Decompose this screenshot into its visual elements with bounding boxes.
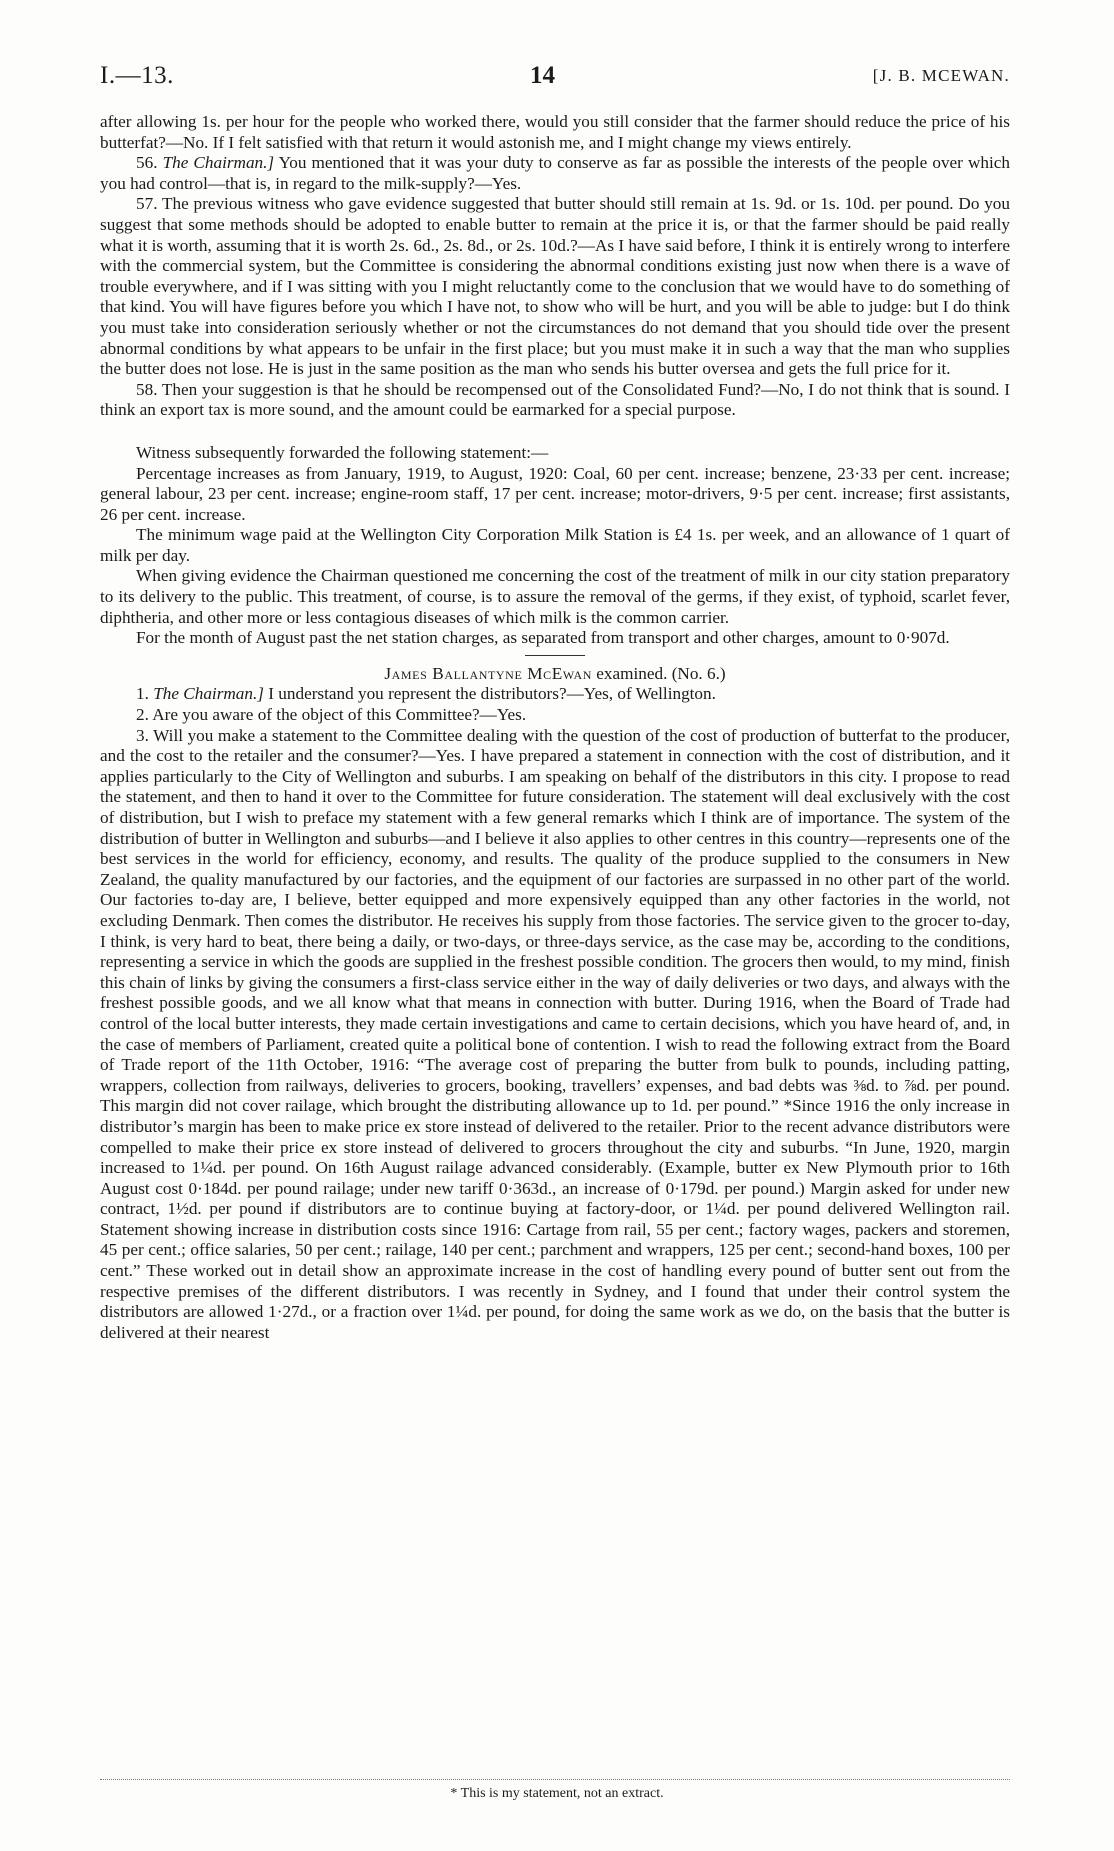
paper-reference: I.—13.: [100, 62, 174, 89]
question-58: 58. Then your suggestion is that he should be recompensed out of the Consolidated Fund?—No, I do not think that is sound. I think an export tax is more sound, and the amount could be earmarked for a special purpose.: [100, 379, 1010, 420]
footnote: * This is my statement, not an extract.: [450, 1786, 664, 1801]
page-number: 14: [530, 62, 555, 89]
section-divider: [525, 655, 585, 656]
speaker: The Chairman.]: [162, 153, 275, 173]
continued-answer: after allowing 1s. per hour for the people who worked there, would you still consider that the farmer should reduce the price of his butterfat?—No. If I felt satisfied with that return it would astonish me, and I might change my views entirely.: [100, 112, 1010, 152]
question-number: 1.: [136, 684, 149, 704]
question-2: 2. Are you aware of the object of this Committee?—Yes.: [136, 705, 527, 725]
page-header: [100, 62, 1010, 92]
statement-station-charges: For the month of August past the net station charges, as separated from transport and other charges, amount to 0·907d.: [136, 628, 950, 648]
page-body: [100, 112, 1010, 1343]
statement-percentages: Percentage increases as from January, 1919, to August, 1920: Coal, 60 per cent. increase; benzene, 23·33 per cent. increase; general labour, 23 per cent. increase; engine-room staff, 17 per cent. increase; motor-drivers, 9·5 per cent. increase; first assistants, 26 per cent. increase.: [100, 463, 1010, 524]
witness-running-head: [J. B. MCEWAN.: [872, 66, 1010, 85]
question-text: You mentioned that it was your duty to conserve as far as possible the interests of the people over which you had control—that is, in regard to the milk-supply?—Yes.: [100, 153, 1010, 193]
question-text: I understand you represent the distributors?—Yes, of Wellington.: [268, 684, 716, 704]
question-3: 3. Will you make a statement to the Committee dealing with the question of the cost of production of butterfat to the producer, and the cost to the retailer and the consumer?—Yes. I have prepared a statement in connection with the cost of distribution, and it applies particularly to the City of Wellington and suburbs. I am speaking on behalf of the distributors in this city. I propose to read the statement, and then to hand it over to the Committee for future consideration. The statement will deal exclusively with the cost of distribution, but I wish to preface my statement with a few general remarks which I think are of importance. The system of the distribution of butter in Wellington and suburbs—and I believe it also applies to other centres in this country—represents one of the best services in the world for efficiency, economy, and results. The quality of the produce supplied to the consumers in New Zealand, the quality manufactured by our factories, and the equipment of our factories are surpassed in no other part of the world. Our factories to-day are, I believe, better equipped and more expensively equipped than any other factories in the world, not excluding Denmark. Then comes the distributor. He receives his supply from those factories. The service given to the grocer to-day, I think, is very hard to beat, there being a daily, or two-days, or three-days service, as the case may be, according to the conditions, representing a service in which the goods are supplied in the freshest possible condition. The grocers then would, to my mind, finish this chain of links by giving the consumers a first-class service either in the way of daily deliveries or two days, and always with the freshest possible goods, and we all know what that means in connection with butter. During 1916, when the Board of Trade had control of the local butter interests, they made certain investigations and came to certain decisions, which you have heard of, and, in the case of members of Parliament, created quite a political bone of contention. I wish to read the following extract from the Board of Trade report of the 11th October, 1916: “The average cost of preparing the butter from bulk to pounds, including patting, wrappers, collection from railways, deliveries to grocers, booking, travellers’ expenses, and bad debts was ⅜d. to ⅞d. per pound. This margin did not cover railage, which brought the distributing allowance up to 1d. per pound.” *Since 1916 the only increase in distributor’s margin has been to make price ex store instead of delivered to the retailer. Prior to the recent advance distributors were compelled to make their price ex store instead of delivered to grocers throughout the city and suburbs. “In June, 1920, margin increased to 1¼d. per pound. On 16th August railage advanced considerably. (Example, butter ex New Plymouth prior to 16th August cost 0·184d. per pound railage; under new tariff 0·363d., an increase of 0·179d. per pound.) Margin asked for under new contract, 1½d. per pound if distributors are to continue buying at factory-door, or 1¼d. per pound delivered Wellington rail. Statement showing increase in distribution costs since 1916: Cartage from rail, 55 per cent.; factory wages, packers and storemen, 45 per cent.; office salaries, 50 per cent.; railage, 140 per cent.; parchment and wrappers, 125 per cent.; second-hand boxes, 100 per cent.” These worked out in detail show an approximate increase in the cost of handling every pound of butter sent out from the respective premises of the different distributors. I was recently in Sydney, and I found that under their control system the distributors are allowed 1·27d., or a fraction over 1¼d. per pound, for doing the same work as we do, on the basis that the butter is delivered at their nearest: [100, 725, 1010, 1342]
question-57: 57. The previous witness who gave evidence suggested that butter should still remain at 1s. 9d. or 1s. 10d. per pound. Do you suggest that some methods should be adopted to enable butter to remain at the price it is, or that the farmer should be paid really what it is worth, assuming that it is worth 2s. 6d., 2s. 8d., or 2s. 10d.?—As I have said before, I think it is entirely wrong to interfere with the commercial system, but the Committee is considering the abnormal conditions existing just now when there is a wave of trouble everywhere, and if I was sitting with you I might reluctantly come to the conclusion that we would have to do something of that kind. You will have figures before you which I have not, to show who will be hurt, and you will be able to judge: but I do think you must take into consideration seriously whether or not the circumstances do not demand that you should tide over the present abnormal conditions by what appears to be unfair in the first place; but you must make it in such a way that the man who supplies the butter does not lose. He is just in the same position as the man who sends his butter oversea and gets the full price for it.: [100, 194, 1010, 379]
witness-heading-suffix: examined. (No. 6.): [596, 663, 726, 683]
statement-intro: Witness subsequently forwarded the following statement:—: [136, 442, 549, 462]
witness-name: James Ballantyne McEwan: [384, 663, 592, 683]
statement-minimum-wage: The minimum wage paid at the Wellington City Corporation Milk Station is £4 1s. per week, and an allowance of 1 quart of milk per day.: [100, 525, 1010, 565]
speaker: The Chairman.]: [153, 684, 264, 704]
question-56: [100, 153, 1010, 194]
footnote-rule: [100, 1779, 1010, 1780]
witness-heading: [100, 664, 1010, 685]
question-number: 56.: [136, 153, 158, 173]
statement-milk-treatment: When giving evidence the Chairman questioned me concerning the cost of the treatment of milk in our city station preparatory to its delivery to the public. This treatment, of course, is to assure the removal of the germs, if they exist, of typhoid, scarlet fever, diphtheria, and other more or less contagious diseases of which milk is the common carrier.: [100, 566, 1010, 627]
question-1: [100, 684, 1010, 705]
